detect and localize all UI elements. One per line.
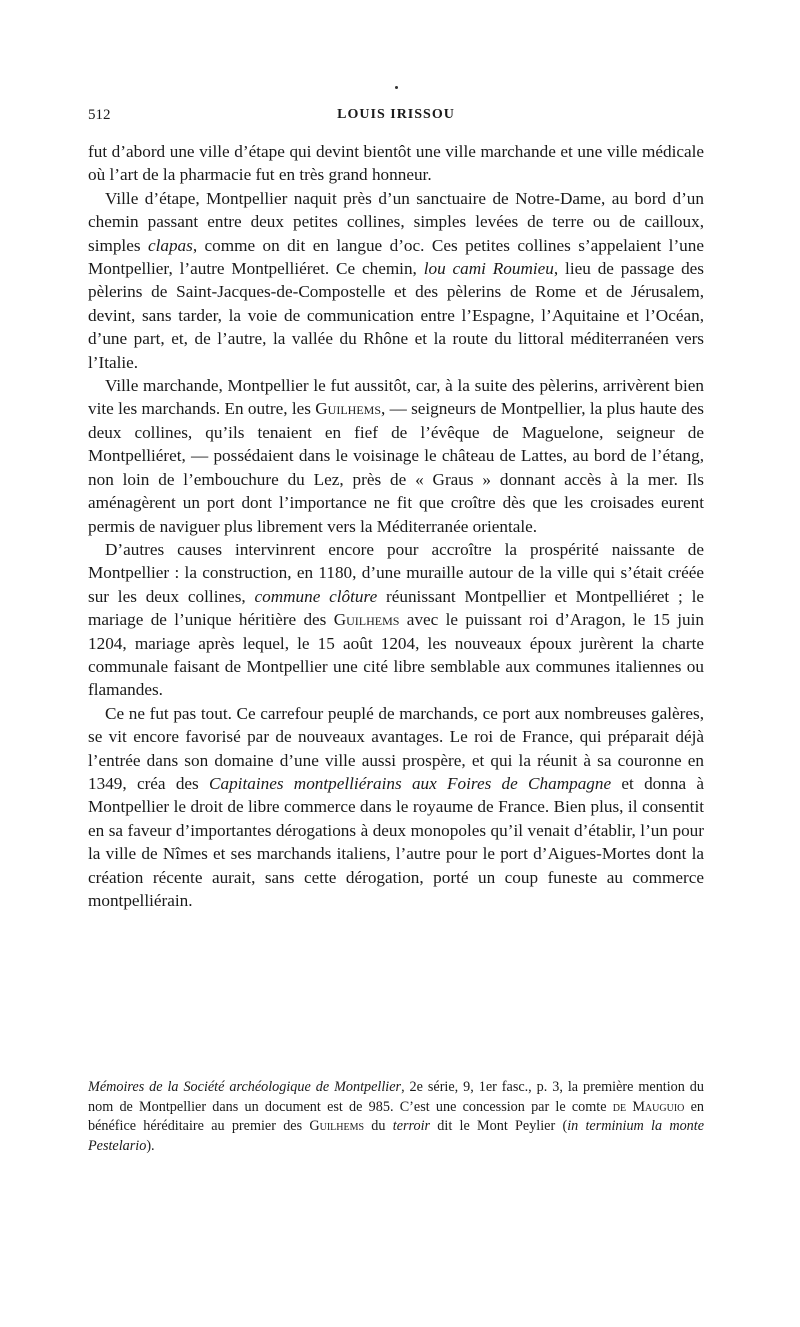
paragraph [88,187,704,374]
paragraph [88,140,704,187]
text-run: et donna à Montpellier le droit de libre commerce dans le royaume de France. Bien plus, il consentit en sa faveur d’importantes dérogations à deux monopoles qu’il venait d’établir, l’un pour la ville de Nîmes et ses marchands italiens, l’autre pour le port d’Aigues-Mortes dont la création récente aurait, sans cette dérogation, porté un coup funeste au commerce montpelliérain. [88,773,704,910]
small-caps-text: de Mauguio [612,1098,685,1115]
footnote-paragraph [88,1078,704,1156]
italic-text: commune clôture [254,586,378,606]
italic-text: lou cami Roumieu [423,259,554,279]
print-mark [395,86,398,89]
small-caps-text: Guilhems [309,1118,365,1134]
text-run: D’autres causes intervinrent encore pour accroître la prospérité naissante de Montpellier : la construction, en 1180, d’une muraille autour de la ville qui s’était créée sur les deux collines, [88,539,704,606]
text-run: en bénéfice héréditaire au premier des [88,1098,704,1134]
text-run: dit le Mont Peylier ( [430,1118,568,1134]
text-run: fut d’abord une ville d’étape qui devint bientôt une ville marchande et une ville médicale où l’art de la pharmacie fut en très grand honneur. [88,142,704,185]
small-caps-text: Guilhems [333,610,400,630]
text-run: , 2e série, 9, 1er fasc., p. 3, la première mention du nom de Montpellier dans un document est de 985. C’est une concession par le comte [88,1079,704,1115]
paragraph [88,538,704,702]
small-caps-text: Guilhems [315,399,381,419]
paragraph [88,702,704,913]
text-run: , lieu de passage des pèlerins de Saint-Jacques-de-Compostelle et des pèlerins de Rome et de Jérusalem, devint, sans tarder, la voie de communication entre l’Espagne, l’Aquitaine et l’Océan, d’une part, et, de l’autre, la vallée du Rhône et la route du littoral méditerranéen vers l’Italie. [88,259,704,372]
text-run: Ville d’étape, Montpellier naquit près d’un sanctuaire de Notre-Dame, au bord d’un chemin passant entre deux petites collines, simples levées de terre ou de cailloux, simples [88,188,704,255]
italic-text: Mémoires de la Société archéologique de Montpellier [88,1079,402,1095]
italic-text: clapas [147,235,193,255]
body-text [88,140,704,912]
text-run: du [364,1118,393,1134]
text-run: Ce ne fut pas tout. Ce carrefour peuplé de marchands, ce port aux nombreuses galères, se vit encore favorisé par de nouveaux avantages. Le roi de France, qui préparait déjà l’entrée dans son domaine d’une ville aussi prospère, et qui la réunit à sa couronne en 1349, créa des [88,703,704,793]
text-run: réunissant Montpellier et Montpelliéret ; le mariage de l’unique héritière des [88,586,704,630]
footnote [88,1078,704,1156]
italic-text: Capitaines montpelliérains aux Foires de Champagne [209,773,612,793]
text-run: , comme on dit en langue d’oc. Ces petites collines s’appelaient l’une Montpellier, l’autre Montpelliéret. Ce chemin, [88,235,704,279]
running-header [88,104,704,126]
italic-text: in terminium la monte Pestelario [88,1118,704,1154]
running-title: LOUIS IRISSOU [337,107,455,122]
text-run: avec le puissant roi d’Aragon, le 15 juin 1204, mariage après lequel, le 15 août 1204, les nouveaux époux jurèrent la charte communale faisant de Montpellier une cité libre semblable aux communes italiennes ou flamandes. [88,610,704,700]
text-run: , — seigneurs de Montpellier, la plus haute des deux collines, qu’ils tenaient en fief de l’évêque de Maguelone, seigneur de Montpelliéret, — possédaient dans le voisinage le château de Lattes, au bord de l’étang, non loin de l’embouchure du Lez, près de « Graus » donnant accès à la mer. Ils aménagèrent un port dont l’importance ne fit que croître dès que les croisades eurent permis de naviguer plus librement vers la Méditerranée orientale. [88,399,704,536]
text-run: Ville marchande, Montpellier le fut aussitôt, car, à la suite des pèlerins, arrivèrent bien vite les marchands. En outre, les [88,376,704,419]
text-run: ). [146,1137,155,1154]
italic-text: terroir [392,1118,431,1134]
page-number: 512 [88,107,111,123]
paragraph [88,374,704,538]
